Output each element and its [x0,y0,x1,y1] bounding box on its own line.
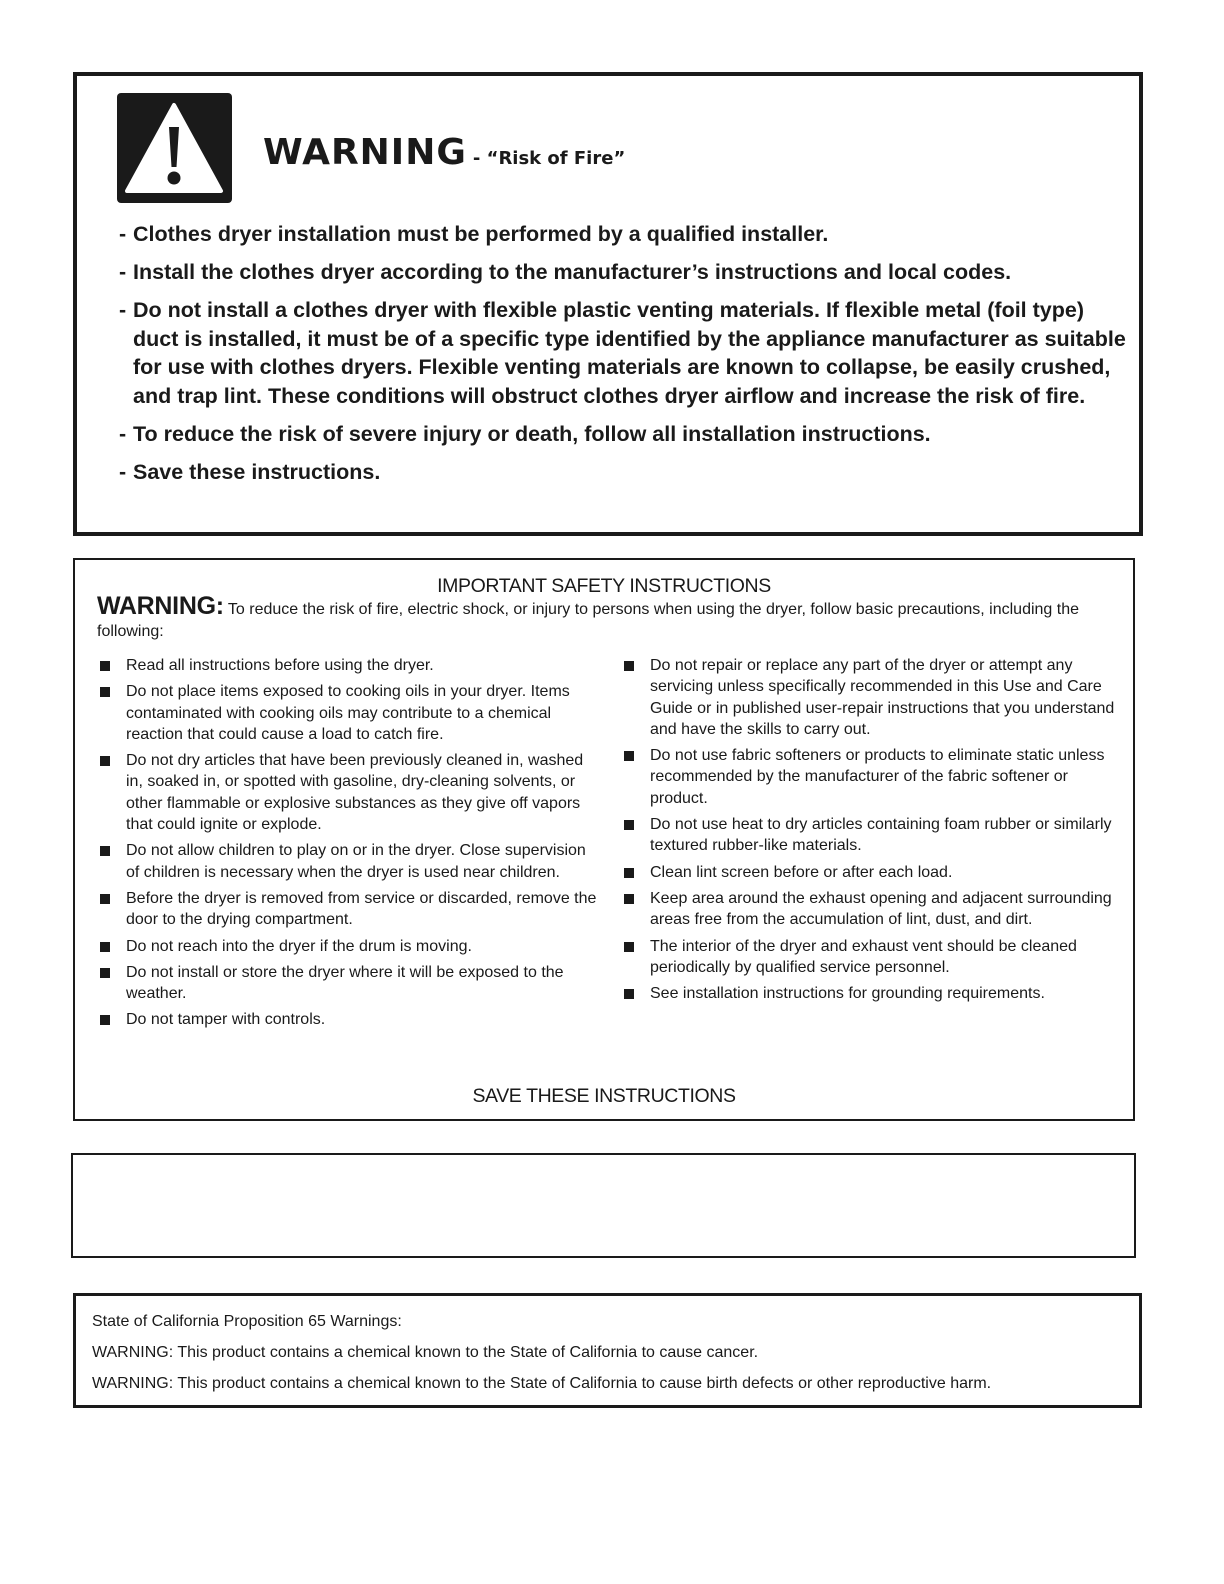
list-item: Clean lint screen before or after each load. [621,862,1121,883]
list-item: Do not allow children to play on or in the dryer. Close supervision of children is necessary when the dryer is used near children. [97,840,597,883]
safety-intro [97,592,1117,642]
list-item: Keep area around the exhaust opening and adjacent surrounding areas free from the accumulation of lint, dust, and dirt. [621,888,1121,931]
prop65-title: State of California Proposition 65 Warnings: [92,1313,402,1330]
fire-warning-title: WARNING [263,132,467,173]
fire-warning-item: - To reduce the risk of severe injury or death, follow all installation instructions. [119,420,1129,449]
bullet-square-icon [624,751,634,761]
fire-warning-list [119,220,1129,496]
warning-triangle-icon [117,93,232,203]
list-item: Do not reach into the dryer if the drum is moving. [97,936,597,957]
list-item: Do not place items exposed to cooking oils in your dryer. Items contaminated with cooking oils may contribute to a chemical reaction that could cause a load to catch fire. [97,681,597,745]
bullet-square-icon [100,661,110,671]
safety-warning-word: WARNING: [97,592,224,620]
list-item: Do not repair or replace any part of the dryer or attempt any servicing unless specifically recommended in this Use and Care Guide or in published user-repair instructions that you understand and have the skills to carry out. [621,655,1121,740]
bullet-square-icon [100,942,110,952]
list-item: Read all instructions before using the dryer. [97,655,597,676]
bullet-square-icon [100,1015,110,1025]
safety-footer: SAVE THESE INSTRUCTIONS [472,1085,736,1107]
fire-warning-heading [263,132,625,173]
prop65-box [73,1293,1142,1408]
list-item: See installation instructions for grounding requirements. [621,983,1121,1004]
list-item: Do not use fabric softeners or products to eliminate static unless recommended by the manufacturer of the fabric softener or product. [621,745,1121,809]
empty-box [71,1153,1136,1258]
safety-title: IMPORTANT SAFETY INSTRUCTIONS [437,575,771,597]
bullet-square-icon [100,968,110,978]
bullet-square-icon [624,820,634,830]
list-item: Do not dry articles that have been previously cleaned in, washed in, soaked in, or spotted with gasoline, dry-cleaning solvents, or other flammable or explosive substances as they give off vapors that could ignite or explode. [97,750,597,835]
bullet-square-icon [624,894,634,904]
bullet-square-icon [624,868,634,878]
list-item: Do not tamper with controls. [97,1009,597,1030]
prop65-warning-reproductive: WARNING: This product contains a chemical known to the State of California to cause birth defects or other reproductive harm. [92,1375,992,1392]
fire-warning-item: - Do not install a clothes dryer with flexible plastic venting materials. If flexible metal (foil type) duct is installed, it must be of a specific type identified by the appliance manufacturer as suitable for use with clothes dryers. Flexible venting materials are known to collapse, be easily crushed, and trap lint. These conditions will obstruct clothes dryer airflow and increase the risk of fire. [119,296,1129,410]
prop65-warning-cancer: WARNING: This product contains a chemical known to the State of California to cause cancer. [92,1344,759,1361]
bullet-square-icon [100,687,110,697]
safety-list-right [621,655,1121,1009]
fire-warning-box [73,72,1143,536]
bullet-square-icon [100,846,110,856]
fire-warning-item: - Clothes dryer installation must be performed by a qualified installer. [119,220,1129,249]
safety-intro-text: To reduce the risk of fire, electric shock, or injury to persons when using the dryer, follow basic precautions, including the following: [97,601,1080,640]
bullet-square-icon [624,661,634,671]
bullet-square-icon [100,756,110,766]
bullet-square-icon [624,942,634,952]
safety-instructions-box [73,558,1135,1121]
list-item: Do not install or store the dryer where it will be exposed to the weather. [97,962,597,1005]
bullet-square-icon [624,989,634,999]
fire-warning-item: - Install the clothes dryer according to the manufacturer’s instructions and local codes. [119,258,1129,287]
list-item: Do not use heat to dry articles containing foam rubber or similarly textured rubber-like materials. [621,814,1121,857]
fire-warning-subtitle: - “Risk of Fire” [472,148,626,169]
list-item: The interior of the dryer and exhaust vent should be cleaned periodically by qualified service personnel. [621,936,1121,979]
safety-list-left [97,655,597,1036]
bullet-square-icon [100,894,110,904]
fire-warning-item: - Save these instructions. [119,458,1129,487]
list-item: Before the dryer is removed from service or discarded, remove the door to the drying compartment. [97,888,597,931]
